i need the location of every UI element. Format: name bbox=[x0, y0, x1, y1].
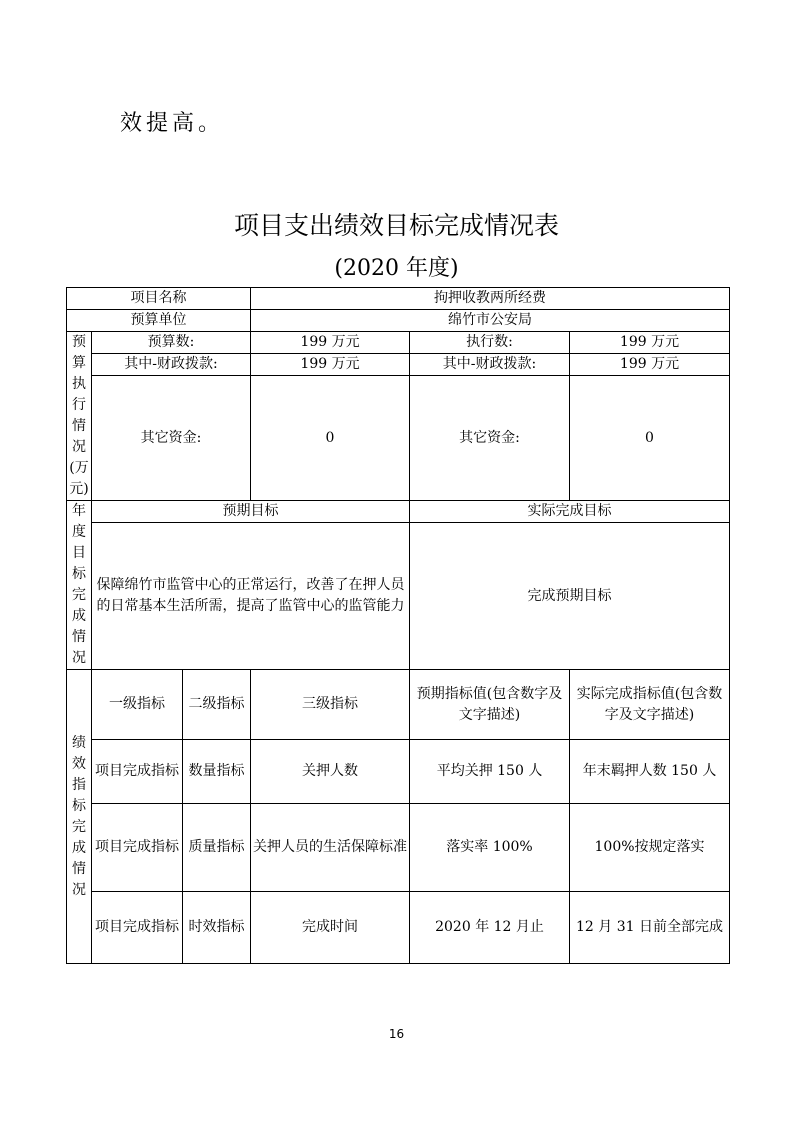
fiscal-exec-label: 其中-财政拨款: bbox=[410, 354, 570, 376]
expected-goal-text: 保障绵竹市监管中心的正常运行，改善了在押人员的日常基本生活所需，提高了监管中心的监管能力 bbox=[92, 523, 410, 670]
annual-section-label: 年度目标完成情况 bbox=[67, 501, 92, 670]
row-level1: 项目完成指标 bbox=[92, 804, 183, 892]
row-expected: 2020 年 12 月止 bbox=[410, 892, 570, 964]
budget-amount-label: 预算数: bbox=[92, 332, 251, 354]
row-level2: 数量指标 bbox=[183, 740, 251, 804]
project-name-value: 拘押收教两所经费 bbox=[251, 288, 730, 310]
row-level3: 完成时间 bbox=[251, 892, 410, 964]
header-expected: 预期指标值(包含数字及文字描述) bbox=[410, 670, 570, 740]
budget-unit-value: 绵竹市公安局 bbox=[251, 310, 730, 332]
other-budget-value: 0 bbox=[251, 376, 410, 501]
row-level2: 质量指标 bbox=[183, 804, 251, 892]
other-exec-value: 0 bbox=[570, 376, 730, 501]
project-name-label: 项目名称 bbox=[67, 288, 251, 310]
table-row bbox=[67, 804, 730, 892]
table-row bbox=[67, 892, 730, 964]
row-actual: 100%按规定落实 bbox=[570, 804, 730, 892]
header-level1: 一级指标 bbox=[92, 670, 183, 740]
budget-amount-value: 199 万元 bbox=[251, 332, 410, 354]
row-level2: 时效指标 bbox=[183, 892, 251, 964]
row-expected: 落实率 100% bbox=[410, 804, 570, 892]
header-level2: 二级指标 bbox=[183, 670, 251, 740]
lead-text: 效提高。 bbox=[120, 111, 225, 136]
executed-label: 执行数: bbox=[410, 332, 570, 354]
perf-section-label: 绩效指标完成情况 bbox=[67, 670, 92, 964]
other-exec-label: 其它资金: bbox=[410, 376, 570, 501]
actual-goal-text: 完成预期目标 bbox=[410, 523, 730, 670]
row-actual: 年末羁押人数 150 人 bbox=[570, 740, 730, 804]
fiscal-budget-value: 199 万元 bbox=[251, 354, 410, 376]
row-actual: 12 月 31 日前全部完成 bbox=[570, 892, 730, 964]
actual-goal-header: 实际完成目标 bbox=[410, 501, 730, 523]
row-level1: 项目完成指标 bbox=[92, 892, 183, 964]
expected-goal-header: 预期目标 bbox=[92, 501, 410, 523]
performance-table bbox=[66, 287, 730, 964]
row-level3: 关押人员的生活保障标准 bbox=[251, 804, 410, 892]
executed-value: 199 万元 bbox=[570, 332, 730, 354]
header-actual: 实际完成指标值(包含数字及文字描述) bbox=[570, 670, 730, 740]
page-subtitle: (2020 年度) bbox=[334, 256, 459, 281]
row-level1: 项目完成指标 bbox=[92, 740, 183, 804]
header-level3: 三级指标 bbox=[251, 670, 410, 740]
fiscal-label: 其中-财政拨款: bbox=[92, 354, 251, 376]
other-label: 其它资金: bbox=[92, 376, 251, 501]
table-row bbox=[67, 740, 730, 804]
page-number: 16 bbox=[388, 1027, 405, 1041]
row-level3: 关押人数 bbox=[251, 740, 410, 804]
budget-section-label: 预算执行情况(万元) bbox=[67, 332, 92, 501]
budget-unit-label: 预算单位 bbox=[67, 310, 251, 332]
page-title: 项目支出绩效目标完成情况表 bbox=[233, 211, 559, 240]
fiscal-exec-value: 199 万元 bbox=[570, 354, 730, 376]
row-expected: 平均关押 150 人 bbox=[410, 740, 570, 804]
